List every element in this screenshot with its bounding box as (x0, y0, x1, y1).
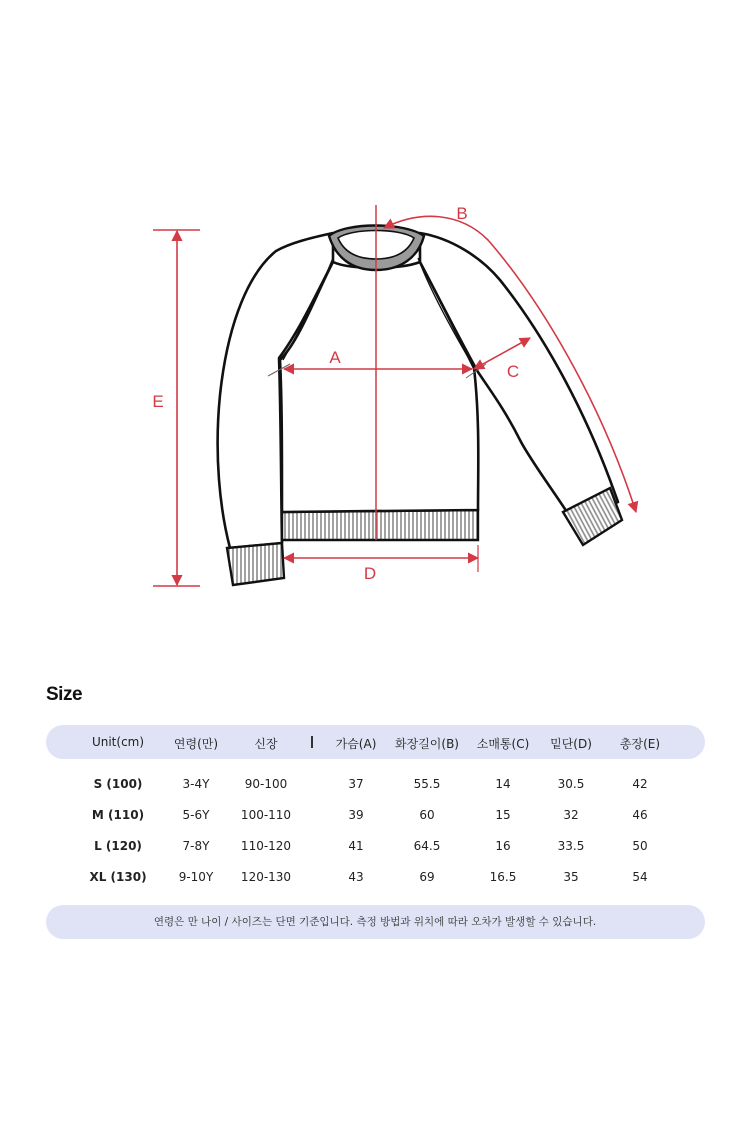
left-cuff (227, 543, 284, 585)
label-a: A (329, 348, 341, 367)
table-cell: 32 (563, 808, 579, 822)
hem-rib (282, 510, 478, 540)
table-cell: 7-8Y (182, 839, 210, 853)
table-cell: 3-4Y (182, 777, 210, 791)
table-cell: 30.5 (557, 777, 585, 791)
table-cell: 15 (495, 808, 511, 822)
table-cell: 100-110 (240, 808, 292, 822)
table-cell: S (100) (93, 777, 143, 791)
table-cell: 37 (348, 777, 364, 791)
header-age: 연령(만) (173, 737, 219, 751)
table-cell: 42 (632, 777, 648, 791)
label-d: D (363, 564, 377, 583)
table-cell: 35 (563, 870, 579, 884)
table-cell: 50 (632, 839, 648, 853)
label-e: E (152, 392, 164, 411)
table-cell: 60 (419, 808, 435, 822)
header-total-length: 총장(E) (619, 737, 661, 751)
table-cell: M (110) (91, 808, 145, 822)
table-cell: 90-100 (244, 777, 288, 791)
table-cell: 14 (495, 777, 511, 791)
header-chest: 가슴(A) (335, 737, 377, 751)
header-sleeve-width: 소매통(C) (476, 737, 530, 751)
header-height: 신장 (254, 737, 278, 751)
header-separator (311, 736, 313, 748)
table-cell: XL (130) (89, 870, 147, 884)
table-cell: 43 (348, 870, 364, 884)
label-c: C (506, 362, 520, 381)
table-cell: 16.5 (489, 870, 517, 884)
table-cell: 9-10Y (178, 870, 214, 884)
header-hem: 밑단(D) (550, 737, 592, 751)
table-cell: 69 (419, 870, 435, 884)
table-cell: 33.5 (557, 839, 585, 853)
table-cell: 39 (348, 808, 364, 822)
label-b: B (456, 204, 468, 223)
table-cell: 16 (495, 839, 511, 853)
table-cell: 55.5 (413, 777, 441, 791)
header-unit: Unit(cm) (91, 735, 145, 749)
table-cell: 64.5 (413, 839, 441, 853)
table-cell: 110-120 (240, 839, 292, 853)
size-note-text: 연령은 만 나이 / 사이즈는 단면 기준입니다. 측정 방법과 위치에 따라 오차가 발생할 수 있습니다. (153, 916, 597, 928)
table-cell: 54 (632, 870, 648, 884)
header-sleeve-length: 화장길이(B) (395, 737, 459, 751)
table-cell: 120-130 (240, 870, 292, 884)
table-cell: 5-6Y (182, 808, 210, 822)
size-section-title: Size (46, 684, 83, 705)
table-cell: 41 (348, 839, 364, 853)
table-cell: L (120) (94, 839, 142, 853)
table-cell: 46 (632, 808, 648, 822)
